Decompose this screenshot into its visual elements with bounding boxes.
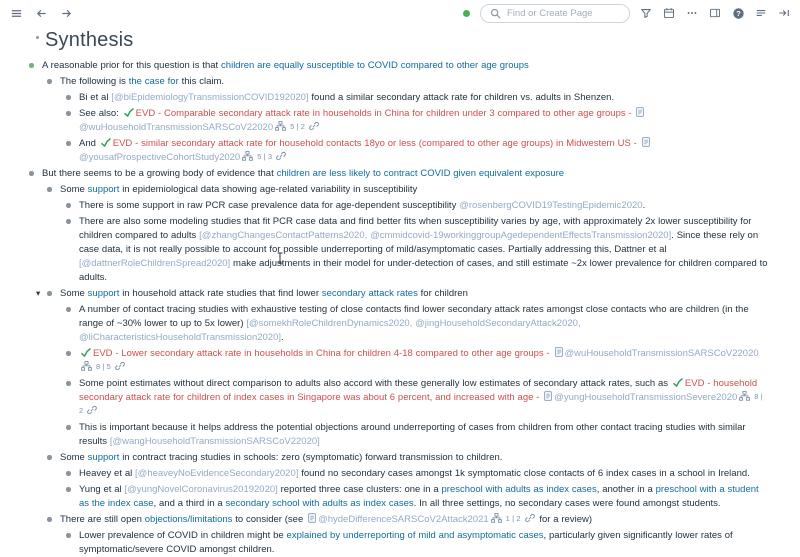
toolbar-icons	[638, 5, 792, 21]
block-text: Heavey et al	[79, 467, 136, 479]
block-bullet[interactable]	[66, 381, 71, 386]
block-text: make adjustments in their model for under-detection of cases, and still estimate ~2x lower prevalence for children compared to adults.	[79, 257, 768, 283]
outline-block	[0, 74, 800, 89]
block-bullet[interactable]	[66, 95, 71, 100]
evidence-link[interactable]: EVD - Comparable secondary attack rate in households in China for children under 3 compared to other age groups -	[135, 107, 635, 119]
block-text: , and a third in a	[153, 497, 226, 509]
block-text: Lower prevalence of COVID in children might be	[79, 529, 287, 541]
check-icon[interactable]	[81, 348, 91, 357]
reference-count: 8 | 2	[79, 392, 763, 415]
block-bullet[interactable]	[66, 141, 71, 146]
text-cursor-pointer	[276, 251, 284, 269]
search-input[interactable]	[505, 7, 615, 20]
outline-block	[0, 482, 800, 511]
collapse-caret-icon[interactable]: ▾	[36, 288, 41, 298]
citation-link[interactable]: @rosenbergCOVID19TestingEpidemic2020	[459, 199, 643, 211]
link-icon[interactable]	[87, 405, 97, 415]
outline	[0, 58, 800, 557]
block-bullet[interactable]	[29, 63, 34, 68]
link-icon[interactable]	[309, 121, 319, 131]
block-text: See also:	[79, 107, 122, 119]
outline-block	[0, 420, 800, 449]
block-text: in contract tracing studies in schools: zero (symptomatic) forward transmission to children.	[119, 451, 503, 463]
forward-icon[interactable]	[58, 5, 74, 21]
outline-block	[0, 302, 800, 345]
block-content[interactable]	[79, 377, 800, 419]
citation-link[interactable]: [@heaveyNoEvidenceSecondary2020]	[135, 467, 299, 479]
outline-block	[0, 376, 800, 419]
block-text: Some	[60, 183, 88, 195]
block-content[interactable]	[79, 199, 800, 213]
link-icon[interactable]	[115, 361, 125, 371]
block-text: But there seems to be a growing body of evidence that	[42, 167, 277, 179]
block-text: , another in a	[596, 483, 656, 495]
evidence-link[interactable]: EVD - Lower secondary attack rate in households in China for children 4-18 compared to other age groups -	[93, 347, 553, 359]
block-text: There is some support in raw PCR case prevalence data for age-dependent susceptibility	[79, 199, 460, 211]
block-content[interactable]	[60, 513, 800, 527]
block-content[interactable]	[79, 137, 800, 165]
block-bullet[interactable]	[66, 219, 71, 224]
title-bullet	[36, 36, 39, 39]
citation-link[interactable]: @yousafProspectiveCohortStudy2020	[79, 151, 241, 163]
block-text: for children	[417, 287, 468, 299]
outline-block	[0, 466, 800, 481]
citation-link[interactable]: @wuHouseholdTransmissionSARSCoV22020	[79, 121, 274, 133]
citation-link[interactable]: @hydeDifferenceSARSCoV2Attack2021	[318, 513, 489, 525]
block-content[interactable]	[79, 421, 800, 449]
outline-block	[0, 346, 800, 375]
evidence-link[interactable]: EVD - similar secondary attack rate for household contacts 18yo or less (compared to other age groups) in Midwestern US -	[112, 137, 640, 149]
help-icon[interactable]	[730, 5, 746, 21]
block-content[interactable]	[79, 347, 800, 375]
block-bullet[interactable]	[47, 291, 52, 296]
block-bullet[interactable]	[66, 111, 71, 116]
tree-icon[interactable]	[275, 121, 286, 131]
block-text: .	[642, 199, 646, 211]
doc-icon[interactable]	[642, 137, 650, 147]
check-icon[interactable]	[124, 108, 134, 117]
citation-link[interactable]: [@yungNovelCoronavirus20192020]	[124, 483, 278, 495]
outline-block	[0, 136, 800, 165]
block-content[interactable]	[79, 215, 800, 285]
page-link[interactable]: explained by underreporting of mild and asymptomatic cases	[286, 529, 544, 541]
block-text: found no secondary cases amongst 1k symptomatic close contacts of 6 index cases in a school in Ireland.	[298, 467, 750, 479]
page-link[interactable]: children are less likely to contract COVID given equivalent exposure	[276, 167, 565, 179]
outline-block	[0, 286, 800, 301]
citation-link[interactable]: @wuHouseholdTransmissionSARSCoV22020	[564, 347, 759, 359]
block-bullet[interactable]	[47, 455, 52, 460]
outline-block	[0, 58, 800, 73]
check-icon[interactable]	[673, 378, 683, 387]
block-content[interactable]	[60, 287, 800, 301]
block-text: this claim.	[178, 75, 225, 87]
block-text: . In all three settings, no secondary cases were found amongst students.	[413, 497, 721, 509]
block-content[interactable]	[79, 303, 800, 345]
top-toolbar	[0, 0, 800, 24]
block-text: Some point estimates without direct comparison to adults also accord with these generally low estimates of secondary attack rates, such as	[79, 377, 671, 389]
block-content[interactable]	[79, 529, 800, 557]
block-text: The following is	[60, 75, 129, 87]
block-text: in household attack rate studies that find lower	[119, 287, 322, 299]
block-bullet[interactable]	[47, 187, 52, 192]
block-text: in epidemiological data showing age-related variability in susceptibility	[119, 183, 418, 195]
block-bullet[interactable]	[66, 351, 71, 356]
doc-icon[interactable]	[636, 107, 644, 117]
hamburger-icon[interactable]	[8, 5, 24, 21]
tree-icon[interactable]	[491, 513, 502, 523]
evidence-link[interactable]: EVD - household secondary attack rate for children of index cases in Singapore was about 6 percent, and increased with age -	[79, 377, 758, 403]
block-bullet[interactable]	[66, 425, 71, 430]
block-content[interactable]	[79, 107, 800, 135]
doc-icon[interactable]	[555, 347, 563, 357]
block-text: This is important because it helps address the potential objections around underreporting of cases from children from other contact tracing studies with similar results	[79, 421, 746, 447]
block-text: Yung et al	[79, 483, 125, 495]
citation-link[interactable]: @yungHouseholdTransmissionSevere2020	[554, 391, 738, 403]
block-bullet[interactable]	[66, 307, 71, 312]
block-bullet[interactable]	[66, 533, 71, 538]
reference-count: 1 | 2	[505, 514, 521, 523]
block-text: .	[281, 331, 284, 343]
block-content[interactable]	[79, 467, 800, 481]
block-bullet[interactable]	[29, 171, 34, 176]
block-text: , particularly given significantly lower rates of symptomatic/severe COVID amongst children.	[79, 529, 733, 555]
sync-status-dot	[463, 10, 470, 17]
citation-link[interactable]: [@somekhRoleChildrenDynamics2020, @jingHouseholdSecondaryAttack2020, @liCharacteristicsHouseholdTransmission2020]	[79, 317, 581, 343]
page-link[interactable]: support	[87, 451, 120, 463]
block-content[interactable]	[60, 183, 800, 197]
back-icon[interactable]	[33, 5, 49, 21]
svg-text:?: ?	[735, 8, 741, 18]
block-bullet[interactable]	[47, 517, 52, 522]
tree-icon[interactable]	[242, 151, 253, 161]
page-title[interactable]: Synthesis	[45, 29, 134, 51]
reference-count: 5 | 2	[290, 122, 305, 131]
outline-block	[0, 182, 800, 197]
block-bullet[interactable]	[66, 487, 71, 492]
citation-link[interactable]: [@wangHouseholdTransmissionSARSCoV22020]	[109, 435, 320, 447]
block-bullet[interactable]	[66, 203, 71, 208]
block-content[interactable]	[42, 167, 800, 181]
outline-block	[0, 450, 800, 465]
block-content[interactable]	[60, 75, 800, 89]
page-link[interactable]: support	[87, 183, 120, 195]
more-icon[interactable]	[684, 5, 700, 21]
block-text: reported three case clusters: one in a	[277, 483, 442, 495]
tree-icon[interactable]	[81, 361, 92, 371]
citation-link[interactable]: [@zhangChangesContactPatterns2020, @cmmidcovid-19workinggroupAgedependentEffectsTransmission2020]	[199, 229, 672, 241]
link-icon[interactable]	[525, 513, 535, 523]
calendar-icon[interactable]	[661, 5, 677, 21]
nav-controls	[8, 5, 74, 21]
page-header	[36, 29, 800, 52]
block-content[interactable]	[60, 451, 800, 465]
block-content[interactable]	[79, 91, 800, 105]
block-text: Bi et al	[79, 91, 112, 103]
block-text: And	[79, 137, 99, 149]
search-icon	[489, 7, 501, 19]
citation-link[interactable]: [@dattnerRoleChildrenSpread2020]	[79, 257, 231, 269]
outline-block	[0, 528, 800, 557]
block-text: Some	[60, 451, 88, 463]
page-link[interactable]: support	[87, 287, 120, 299]
page-link[interactable]: secondary school with adults as index cases	[225, 497, 414, 509]
block-bullet[interactable]	[47, 79, 52, 84]
menu-lines-icon[interactable]	[753, 5, 769, 21]
block-text: for a review)	[536, 513, 593, 525]
doc-icon[interactable]	[544, 391, 552, 401]
page-link[interactable]: preschool with adults as index cases	[441, 483, 597, 495]
block-text: found a similar secondary attack rate for children vs. adults in Shenzen.	[308, 91, 615, 103]
outline-block	[0, 166, 800, 181]
doc-icon[interactable]	[308, 513, 316, 523]
outline-block	[0, 198, 800, 213]
reference-count: 5 | 3	[257, 152, 273, 161]
block-text: to consider (see	[232, 513, 307, 525]
page-link[interactable]: children are equally susceptible to COVID compared to other age groups	[221, 59, 529, 71]
indent-icon[interactable]	[776, 5, 792, 21]
block-content[interactable]	[79, 483, 800, 511]
outline-block	[0, 214, 800, 285]
outline-block	[0, 512, 800, 527]
page-link[interactable]: secondary attack rates	[321, 287, 418, 299]
page-link[interactable]: the case for	[128, 75, 179, 87]
page-link[interactable]: objections/limitations	[144, 513, 233, 525]
block-text: There are still open	[60, 513, 145, 525]
page-link[interactable]: preschool with a student as the index case	[79, 483, 759, 509]
block-text: . Since these rely on case data, it is not really possible to account for possible underreporting of mild/asymptomatic cases. Partially addressing this, Dattner et al	[79, 229, 759, 255]
outline-block	[0, 106, 800, 135]
block-text: A reasonable prior for this question is that	[42, 59, 222, 71]
block-text: Some	[60, 287, 88, 299]
block-text: A number of contact tracing studies with exhaustive testing of close contacts find lower secondary attack rates amongst close contacts who are children (in the range of ~30% lower to up to 5x lower)	[79, 303, 749, 329]
link-icon[interactable]	[276, 151, 286, 161]
block-bullet[interactable]	[66, 471, 71, 476]
search-box[interactable]	[480, 4, 630, 23]
outline-block	[0, 90, 800, 105]
filter-icon[interactable]	[638, 5, 654, 21]
block-content[interactable]	[42, 59, 800, 73]
reference-count: 8 | 5	[96, 362, 111, 371]
tree-icon[interactable]	[739, 391, 750, 401]
citation-link[interactable]: [@biEpidemiologyTransmissionCOVID192020]	[111, 91, 309, 103]
block-text: There are also some modeling studies that fit PCR case data and find better fits when susceptibility varies by age, with approximately 2x lower susceptibility for children compared to adults	[79, 215, 752, 241]
check-icon[interactable]	[101, 138, 111, 147]
sidebar-icon[interactable]	[707, 5, 723, 21]
